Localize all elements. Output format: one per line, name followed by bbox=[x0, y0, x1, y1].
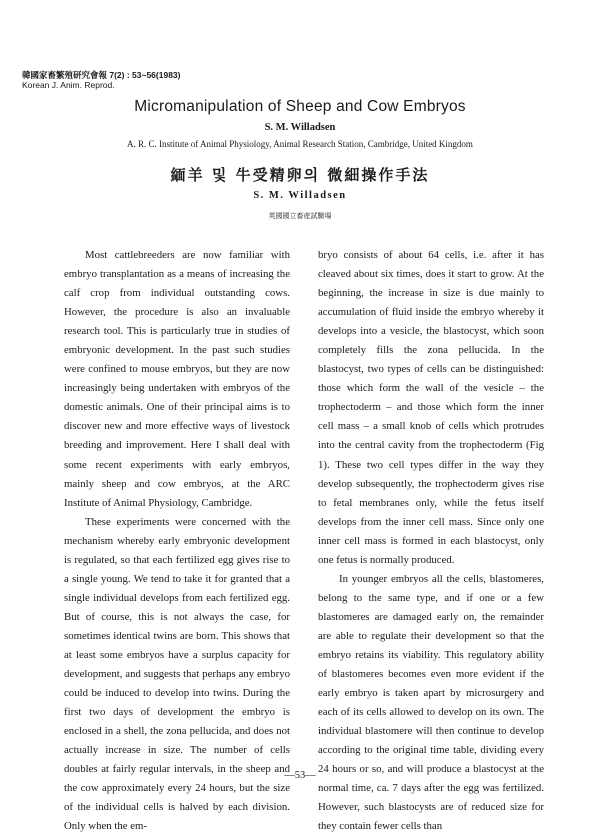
paragraph: bryo consists of about 64 cells, i.e. after it has cleaved about six times, does it start to grow. At the beginning, the increase in size is due mainly to accumulation of fluid inside the embryo whereby it develops into a vesicle, the blastocyst, which soon completely fills the zona pellucida. In the blastocyst, two types of cells can be distinguished: those which form the wall of the vesicle – the trophectoderm – and those which form the inner cell mass – a small knob of cells which protrudes into the central cavity from the trophectoderm (Fig 1). These two cell types differ in the way they develop subsequently, the trophectoderm gives rise to fetal membranes only, while the fetus itself develops from the inner cell mass. Since only one inner cell mass is formed in each blastocyst, only one fetus is normally produced. bbox=[318, 249, 544, 566]
journal-reference: 韓國家畜繁殖研究會報 7(2) : 53~56(1983) bbox=[22, 70, 181, 80]
body-column-right bbox=[318, 246, 544, 836]
author-english: S. M. Willadsen bbox=[264, 122, 336, 133]
paragraph: These experiments were concerned with the mechanism whereby early embryonic development is regulated, so that each fertilized egg gives rise to a single young. We tend to take it for granted that a single individual develops from each fertilized egg. But of course, this is not always the case, for sometimes identical twins are born. This shows that at least some embryos have a surplus capacity for development, and suggests that perhaps any embryo could be induced to develop into twins. During the first two days of development the embryo is enclosed in a shell, the zona pellucida, and does not actually increase in size. The number of cells doubles at fairly regular intervals, in the sheep and the cow approximately every 24 hours, but the size of the individual cells is halved by each division. Only when the em- bbox=[64, 515, 290, 833]
paragraph: Most cattlebreeders are now familiar with embryo transplantation as a means of increasing the calf crop from individual outstanding cows. However, the procedure is also an invaluable research tool. This is particularly true in studies of embryonic development. In the past such studies were confined to mouse embryos, but they are now increasingly being undertaken with embryos of the domestic animals. One of their principal aims is to discover new and more effective ways of livestock breeding and improvement. Here I shall deal with some recent experiments with early embryos, mainly sheep and cow embryos, at the ARC Institute of Animal Physiology, Cambridge. bbox=[64, 249, 290, 509]
page-number: —53— bbox=[284, 770, 316, 781]
title-korean: 緬羊 및 牛受精卵의 微細操作手法 bbox=[170, 166, 430, 184]
affiliation-english: A. R. C. Institute of Animal Physiology, Animal Research Station, Cambridge, United Kingdom bbox=[127, 139, 473, 149]
author-korean: S. M. Willadsen bbox=[253, 190, 347, 201]
journal-name: Korean J. Anim. Reprod. bbox=[22, 80, 115, 90]
body-column-left bbox=[64, 246, 290, 836]
title-english: Micromanipulation of Sheep and Cow Embryos bbox=[134, 98, 466, 115]
journal-header bbox=[22, 70, 180, 90]
affiliation-korean: 英國國立畜産試驗場 bbox=[268, 212, 332, 220]
paragraph: In younger embryos all the cells, blastomeres, belong to the same type, and if one or a few blastomeres are damaged early on, the remainder are able to regulate their development so that the embryo retains its viability. This regulatory ability of blastomeres becomes even more evident if the early embryo is taken apart by microsurgery and each of its cells allowed to develop on its own. The individual blastomere will then continue to develop according to the original time table, dividing every 24 hours or so, and will produce a blastocyst at the normal time, ca. 7 days after the egg was fertilized. However, such blastocysts are of reduced size for they contain fewer cells than bbox=[318, 572, 544, 833]
